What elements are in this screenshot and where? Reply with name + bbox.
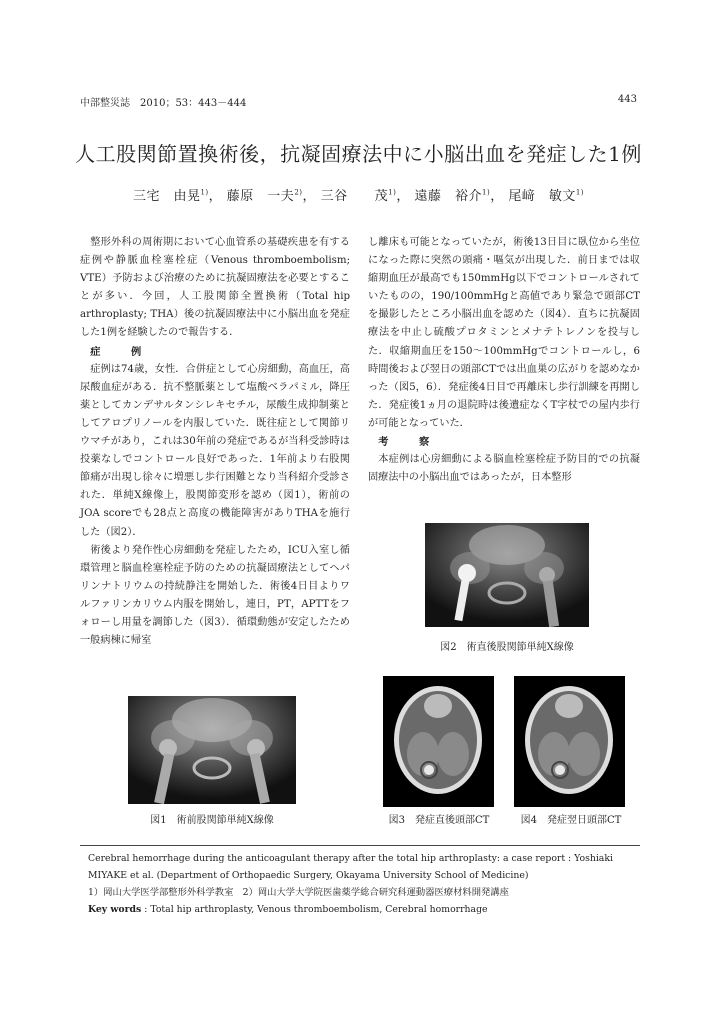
author-name: 三宅 由晃 [132, 189, 201, 204]
discussion-paragraph: 本症例は心房細動による脳血栓塞栓症予防目的での抗凝固療法中の小脳出血ではあったが，日本整形 [368, 454, 640, 484]
keywords-label: Key words [88, 904, 142, 915]
body-column-left [80, 234, 350, 650]
figure-4-ct [514, 676, 625, 807]
case-paragraph: 症例は74歳，女性．合併症として心房細動，高血圧，高尿酸血症がある．抗不整脈薬として塩酸ベラパミル，降圧薬としてカンデサルタンシレキセチル，尿酸生成抑制薬としてアロプリノールを内服していた．既往症として関節リウマチがあり，これは30年前の発症であるが当科受診時は投薬なしでコントロール良好であった．1年前より右股関節痛が出現し徐々に増悪し歩行困難となり当科紹介受診された．単純X線像上，股関節変形を認め（図1），術前のJOA scoreでも28点と高度の機能障害がありTHAを施行した（図2）． [80, 363, 350, 538]
case-paragraph: 術後より発作性心房細動を発症したため，ICU入室し循環管理と脳血栓塞栓症予防のための抗凝固療法としてヘパリンナトリウムの持続静注を開始した．術後4日目よりワルファリンカリウム内服を開始し，連日，PT，APTTをフォローし用量を調節した（図3）．循環動態が安定したため一般病棟に帰室 [80, 544, 350, 647]
english-title: Cerebral hemorrhage during the anticoagulant therapy after the total hip arthroplasty: a case report : Yoshiaki MIYAKE et al. (Department of Orthopaedic Surgery, Okayama University School of Medicine) [88, 853, 613, 881]
figure-1-caption: 図1 術前股関節単純X線像 [150, 815, 274, 826]
figure-2-xray [425, 523, 589, 627]
affiliations: 1）岡山大学医学部整形外科学教室 2）岡山大学大学院医歯薬学総合研究科運動器医療材料開発講座 [88, 887, 509, 898]
figure-4-caption: 図4 発症翌日頭部CT [520, 815, 622, 826]
footer-divider [80, 845, 640, 846]
case-paragraph-continued: し離床も可能となっていたが，術後13日目に臥位から坐位になった際に突然の頭痛・嘔気が出現した．前日までは収縮期血圧が最高でも150mmHg以下でコントロールされていたものの，190/100mmHgと高値であり緊急で頭部CTを撮影したところ小脳出血を認めた（図4）．直ちに抗凝固療法を中止し硫酸プロタミンとメナテトレノンを投与した．収縮期血圧を150～100mmHgでコントロールし，6時間後および翌日の頭部CTでは出血巣の広がりを認めなかった（図5，6）．発症後4日目で再離床し歩行訓練を再開した．発症後1ヵ月の退院時は後遺症なくT字杖での屋内歩行が可能となっていた． [368, 237, 640, 429]
body-column-right [368, 234, 640, 487]
ct-image [514, 676, 625, 807]
ct-image [383, 676, 494, 807]
author-name: 藤原 一夫 [226, 189, 295, 204]
keywords-text: : Total hip arthroplasty, Venous thromboembolism, Cerebral homorrhage [144, 904, 488, 915]
journal-citation: 中部整災誌 2010；53：443－444 [80, 98, 247, 109]
intro-paragraph: 整形外科の周術期において心血管系の基礎疾患を有する症例や静脈血栓塞栓症（Venous thromboembolism; VTE）予防および治療のために抗凝固療法を必要とすることが多い．今回，人工股関節全置換術（Total hip arthroplasty; THA）後の抗凝固療法中に小脳出血を発症した1例を経験したので報告する． [80, 237, 350, 339]
article-title: 人工股関節置換術後，抗凝固療法中に小脳出血を発症した1例 [75, 142, 642, 166]
author-affiliation-mark: 2) [294, 188, 303, 197]
discussion-heading: 考察 [378, 436, 460, 449]
footer [88, 850, 643, 918]
keywords [88, 901, 643, 918]
page-number: 443 [617, 94, 637, 105]
xray-image [128, 696, 296, 804]
author-name: 遠藤 裕介 [414, 189, 482, 204]
figure-1-xray [128, 696, 296, 804]
author-name: 尾﨑 敏文 [508, 189, 576, 204]
author-name: 三谷 茂 [320, 189, 389, 204]
author-list: 三宅 由晃$^{1)}$， 藤原 一夫$^{2)}$， 三谷 茂$^{1)}$， 遠藤 裕介$^{1)}$， 尾﨑 敏文$^{1)}$ [132, 188, 585, 204]
author-affiliation-mark: 1) [200, 188, 209, 197]
author-affiliation-mark: 1) [482, 188, 491, 197]
figure-3-caption: 図3 発症直後頭部CT [388, 815, 490, 826]
author-affiliation-mark: 1) [575, 188, 585, 197]
figure-2-caption: 図2 術直後股関節単純X線像 [440, 642, 574, 653]
case-heading: 症例 [90, 345, 172, 358]
figure-3-ct [383, 676, 494, 807]
xray-image [425, 523, 589, 627]
author-affiliation-mark: 1) [388, 188, 397, 197]
